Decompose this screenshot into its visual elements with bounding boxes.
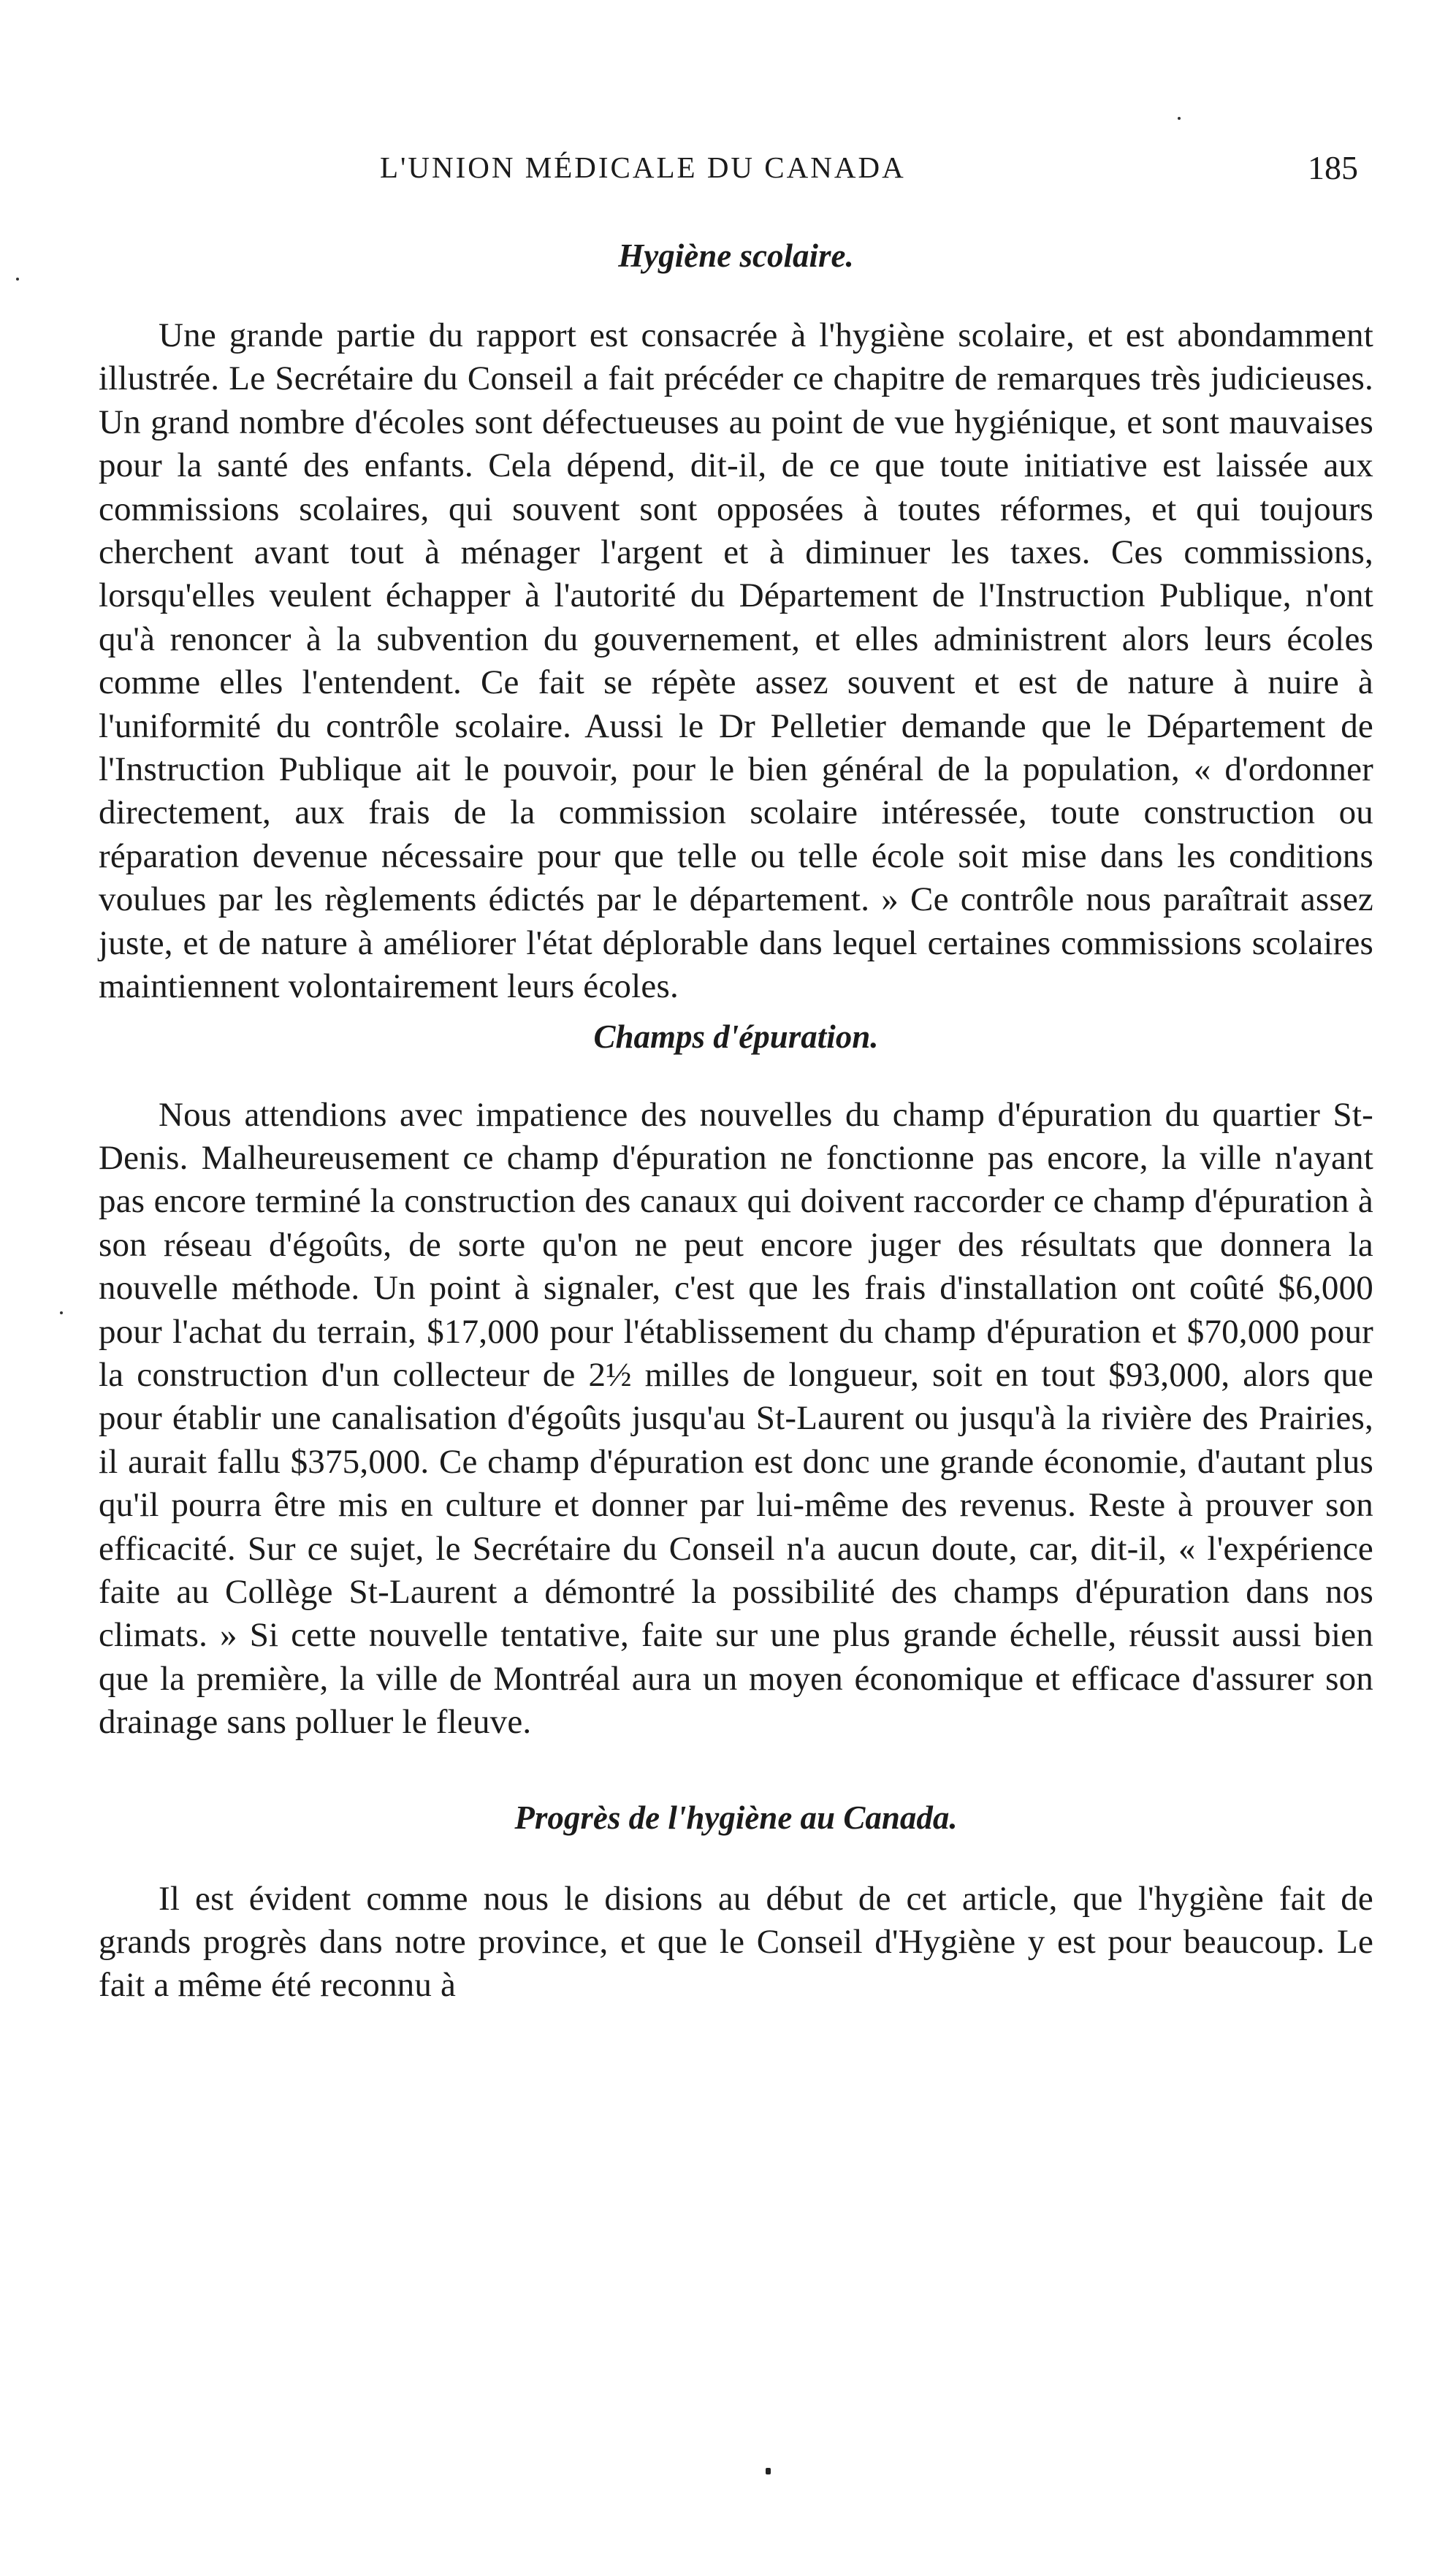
scan-speck — [60, 1311, 63, 1314]
scan-speck — [1178, 117, 1181, 120]
section-heading-champs-epuration: Champs d'épuration. — [593, 1018, 879, 1055]
paragraph-hygiene-scolaire: Une grande partie du rapport est consacrée à l'hygiène scolaire, et est abondamment illustrée. Le Secrétaire du Conseil a fait précéder ce chapitre de remarques très judicieuses. Un grand nombre d'écoles sont défectueuses au point de vue hygiénique, et sont mauvaises pour la santé des enfants. Cela dépend, dit-il, de ce que toute initiative est laissée aux commissions scolaires, qui souvent sont opposées à toutes réformes, et qui toujours cherchent avant tout à ménager l'argent et à diminuer les taxes. Ces commissions, lorsqu'elles veulent échapper à l'autorité du Département de l'Instruction Publique, n'ont qu'à renoncer à la subvention du gouvernement, et elles administrent alors leurs écoles comme elles l'entendent. Ce fait se répète assez souvent et est de nature à nuire à l'uniformité du contrôle scolaire. Aussi le Dr Pelletier demande que le Département de l'Instruction Publique ait le pouvoir, pour le bien général de la population, « d'ordonner directement, aux frais de la commission scolaire intéressée, toute construction ou réparation devenue nécessaire pour que telle ou telle école soit mise dans les conditions voulues par les règlements édictés par le département. » Ce contrôle nous paraîtrait assez juste, et de nature à améliorer l'état déplorable dans lequel certaines commissions scolaires maintiennent volontairement leurs écoles. — [99, 316, 1373, 1006]
scan-speck — [16, 278, 19, 281]
paragraph-progres-hygiene: Il est évident comme nous le disions au début de cet article, que l'hygiène fait de grands progrès dans notre province, et que le Conseil d'Hygiène y est pour beaucoup. Le fait a même été reconnu à — [99, 1879, 1373, 2005]
footer-dot — [766, 2468, 771, 2474]
paragraph-champs-epuration: Nous attendions avec impatience des nouvelles du champ d'épuration du quartier St-Denis. Malheureusement ce champ d'épuration ne fonctionne pas encore, la ville n'ayant pas encore terminé la construction des canaux qui doivent raccorder ce champ d'épuration à son réseau d'égoûts, de sorte qu'on ne peut encore juger des résultats que donnera la nouvelle méthode. Un point à signaler, c'est que les frais d'installation ont coûté $6,000 pour l'achat du terrain, $17,000 pour l'établissement du champ d'épuration et $70,000 pour la construction d'un collecteur de 2½ milles de longueur, soit en tout $93,000, alors que pour établir une canalisation d'égoûts jusqu'au St-Laurent ou jusqu'à la rivière des Prairies, il aurait fallu $375,000. Ce champ d'épuration est donc une grande économie, d'autant plus qu'il pourra être mis en culture et donner par lui-même des revenus. Reste à prouver son efficacité. Sur ce sujet, le Secrétaire du Conseil n'a aucun doute, car, dit-il, « l'expérience faite au Collège St-Laurent a démontré la possibilité des champs d'épuration dans nos climats. » Si cette nouvelle tentative, faite sur une plus grande échelle, réussit aussi bien que la première, la ville de Montréal aura un moyen économique et efficace d'assurer son drainage sans polluer le fleuve. — [99, 1095, 1373, 1742]
running-head — [0, 150, 1456, 194]
journal-title: L'UNION MÉDICALE DU CANADA — [380, 150, 906, 184]
section-heading-progres-hygiene: Progrès de l'hygiène au Canada. — [514, 1799, 958, 1836]
section-heading-hygiene-scolaire: Hygiène scolaire. — [618, 237, 854, 274]
page-number: 185 — [1308, 149, 1358, 186]
text-column — [99, 234, 1373, 2008]
